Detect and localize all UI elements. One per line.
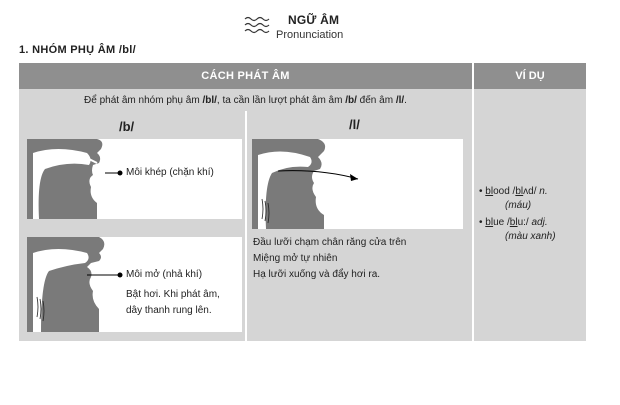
pronunciation-table xyxy=(19,63,586,341)
tongue-position-illustration xyxy=(252,139,463,229)
header-title: NGỮ ÂM xyxy=(288,13,340,27)
label-lips-open: Môi mở (nhả khí) xyxy=(126,269,203,280)
header-subtitle: Pronunciation xyxy=(276,29,344,41)
example-blue-meaning: (màu xanh) xyxy=(505,231,556,242)
symbol-b: /b/ xyxy=(119,119,135,134)
sound-wave-icon xyxy=(244,14,270,36)
note-aspiration: Bật hơi. Khi phát âm, xyxy=(126,289,220,300)
column-divider xyxy=(472,63,474,341)
l-description xyxy=(253,235,406,283)
intro-text: Để phát âm nhóm phụ âm /bl/, ta cần lần lượt phát âm âm /b/ đến âm /l/. xyxy=(84,95,407,106)
column-header-pronunciation: CÁCH PHÁT ÂM xyxy=(19,63,472,89)
l-line-3: Hạ lưỡi xuống và đẩy hơi ra. xyxy=(253,269,381,280)
mouth-diagram-b-open xyxy=(27,237,242,332)
examples-list xyxy=(479,185,556,244)
page-header xyxy=(244,12,384,44)
section-title: 1. NHÓM PHỤ ÂM /bl/ xyxy=(19,44,136,56)
inner-column-divider xyxy=(245,111,247,341)
label-lips-closed: Môi khép (chặn khí) xyxy=(126,167,214,178)
mouth-diagram-l xyxy=(252,139,463,229)
example-blue: • blue /blu:/ adj. xyxy=(479,217,548,228)
example-blood-meaning: (máu) xyxy=(505,200,532,211)
l-line-1: Đầu lưỡi chạm chân răng cửa trên xyxy=(253,237,407,248)
mouth-diagram-b-closed xyxy=(27,139,242,219)
note-vocal-cords: dây thanh rung lên. xyxy=(126,305,212,316)
column-header-example: VÍ DỤ xyxy=(474,63,586,89)
l-line-2: Miệng mở tự nhiên xyxy=(253,253,338,264)
example-blood: • blood /blʌd/ n. xyxy=(479,186,548,197)
symbol-l: /l/ xyxy=(349,117,360,132)
